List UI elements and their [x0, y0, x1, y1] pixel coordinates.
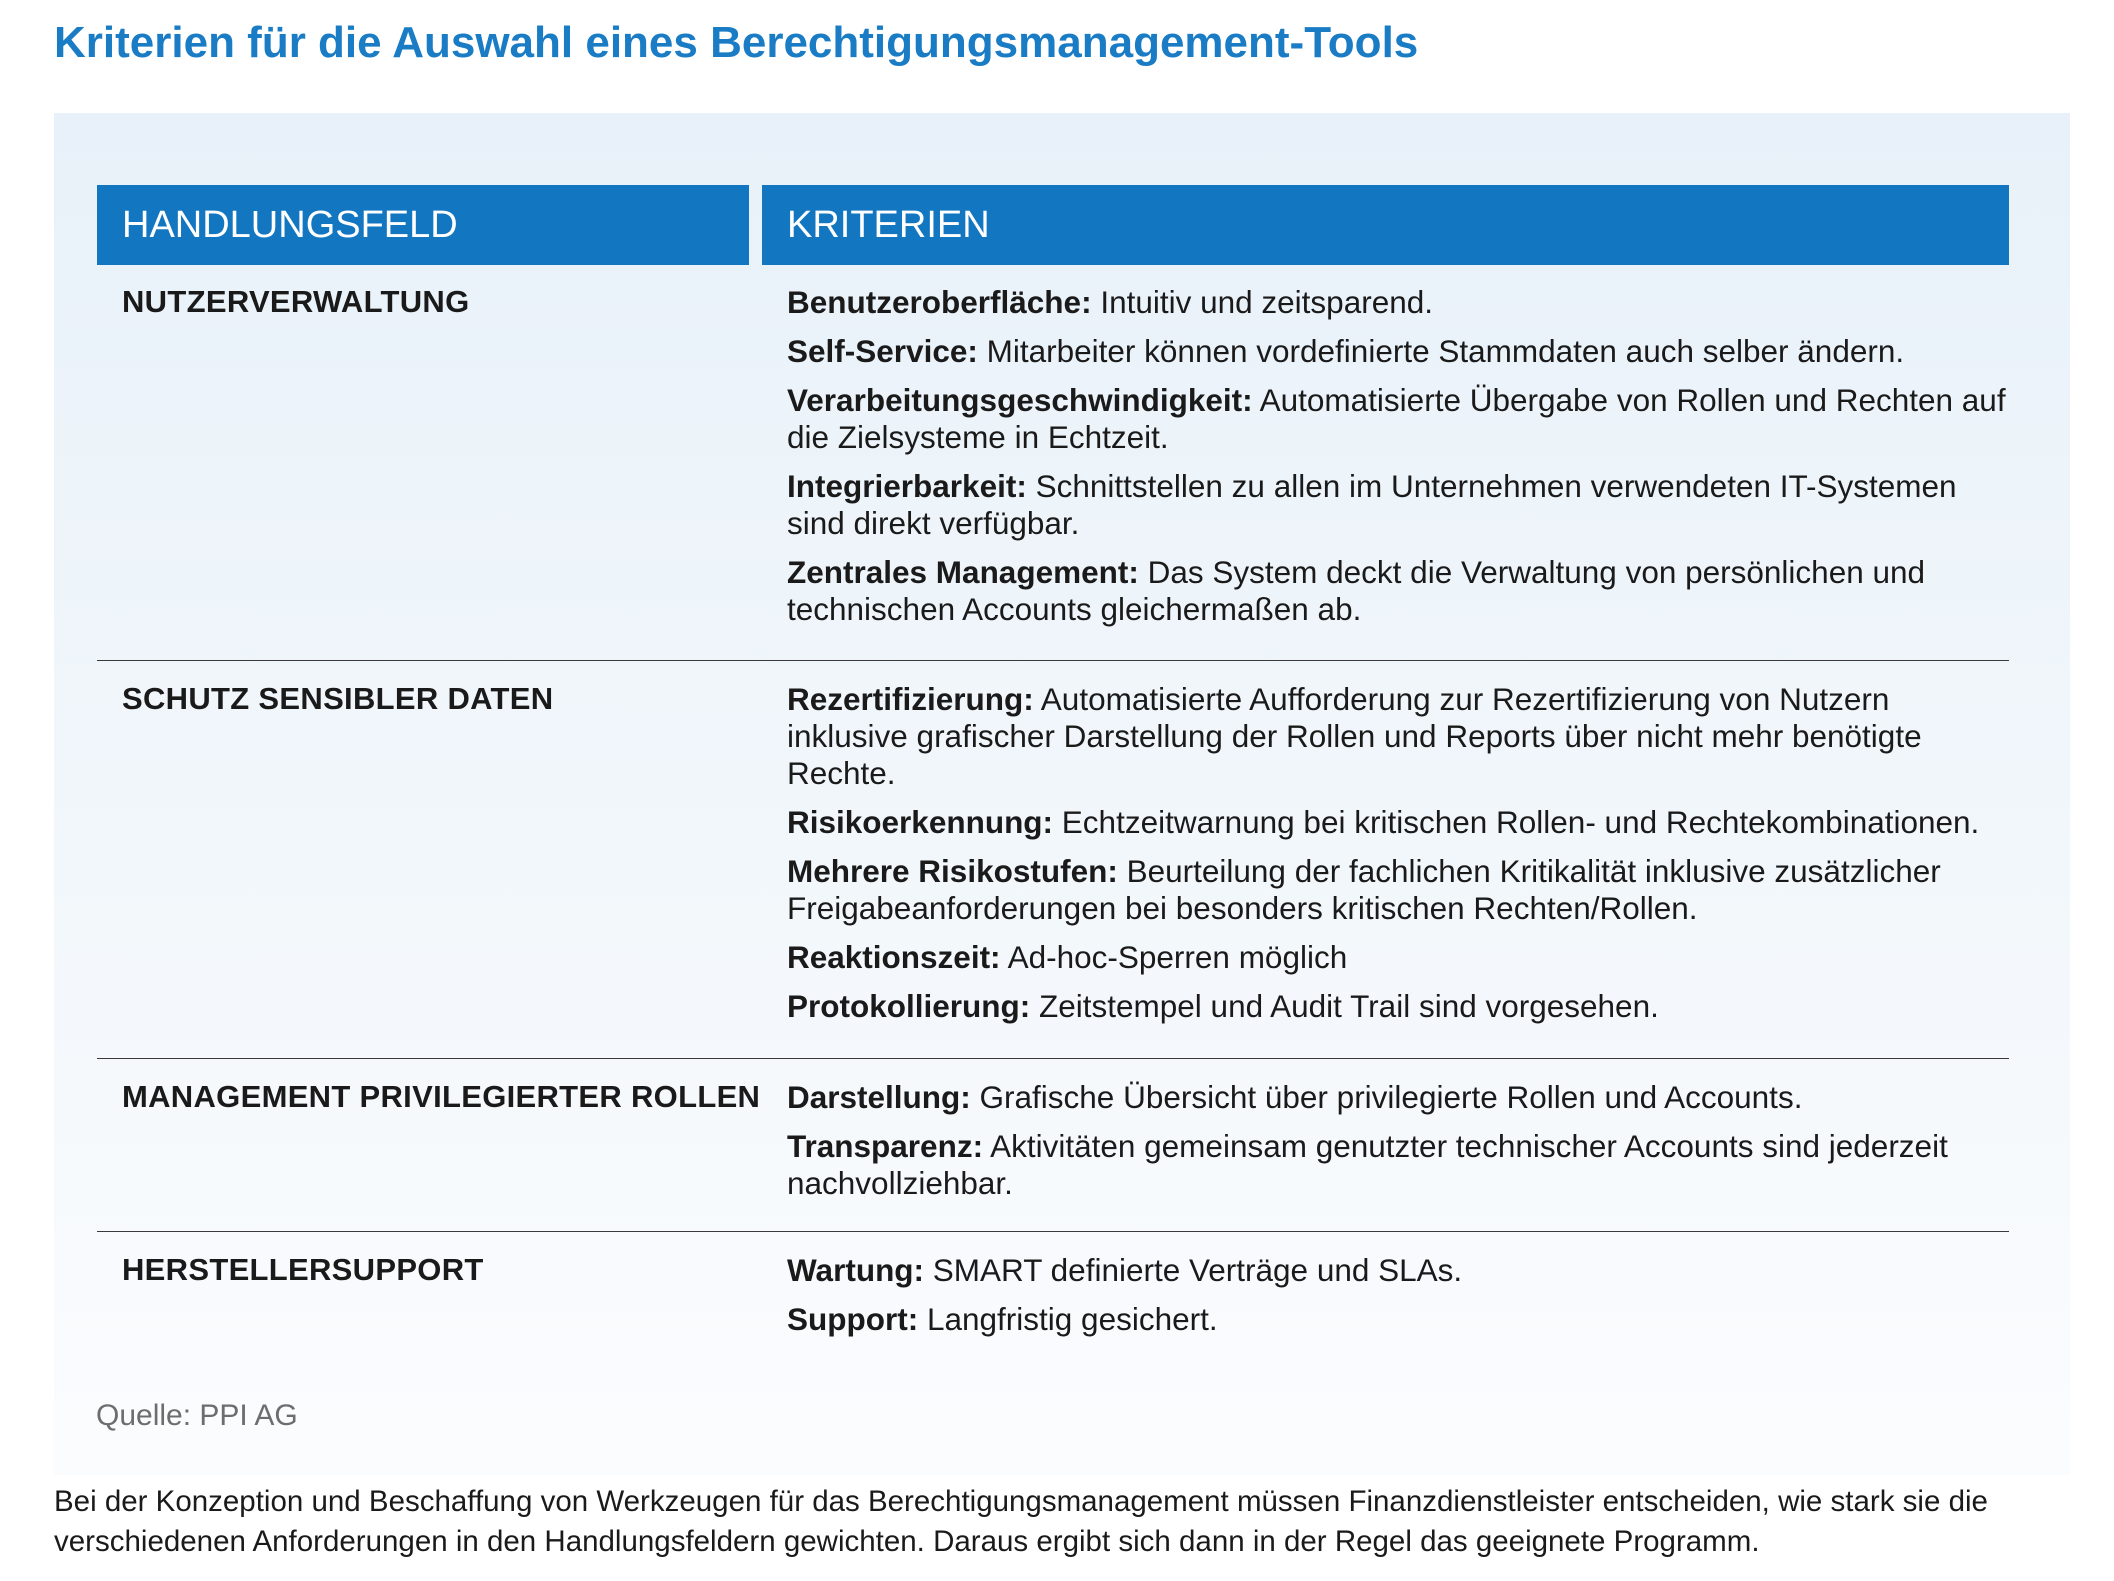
criterion-label: Benutzeroberfläche: — [787, 284, 1092, 320]
header-kriterien: KRITERIEN — [762, 185, 2009, 265]
criterion — [787, 382, 2009, 456]
criterion-label: Transparenz: — [787, 1128, 984, 1164]
row-field: SCHUTZ SENSIBLER DATEN — [122, 681, 554, 716]
criterion — [787, 554, 2009, 628]
criterion-text: Ad-hoc-Sperren möglich — [1000, 939, 1348, 975]
criterion-label: Zentrales Management: — [787, 554, 1139, 590]
row-field: HERSTELLERSUPPORT — [122, 1252, 484, 1287]
table-row — [97, 1059, 2009, 1232]
criterion — [787, 333, 2009, 370]
criterion-label: Support: — [787, 1301, 919, 1337]
criterion-text: Das System deckt die Verwaltung von persönlichen und technischen Accounts gleichermaßen ab. — [787, 554, 1926, 627]
criterion-text: Beurteilung der fachlichen Kritikalität inklusive zusätzlicher Freigabeanforderungen bei besonders kritischen Rechten/Rollen. — [787, 853, 1941, 926]
caption-text: Bei der Konzeption und Beschaffung von Werkzeugen für das Berechtigungsmanagement müssen Finanzdienstleister entscheiden, wie stark sie die verschiedenen Anforderungen in den Handlungsfeldern gewichten. Daraus ergibt sich dann in der Regel das geeignete Programm. — [54, 1485, 1988, 1558]
criterion-text: Langfristig gesichert. — [918, 1301, 1218, 1337]
criterion-text: Echtzeitwarnung bei kritischen Rollen- und Rechtekombinationen. — [1053, 804, 1980, 840]
table-row — [97, 661, 2009, 1059]
page-title: Kriterien für die Auswahl eines Berechtigungsmanagement-Tools — [54, 18, 1419, 67]
row-criteria — [787, 1079, 2009, 1202]
row-field: NUTZERVERWALTUNG — [122, 284, 470, 319]
criterion — [787, 681, 2009, 792]
criterion — [787, 939, 2009, 976]
criterion-text: Intuitiv und zeitsparend. — [1091, 284, 1434, 320]
criterion-text: Grafische Übersicht über privilegierte Rollen und Accounts. — [970, 1079, 1803, 1115]
table-row — [97, 1232, 2009, 1352]
criterion-text: Schnittstellen zu allen im Unternehmen verwendeten IT-Systemen sind direkt verfügbar. — [787, 468, 1957, 541]
criterion-label: Mehrere Risikostufen: — [787, 853, 1118, 889]
criterion-label: Self-Service: — [787, 333, 978, 369]
row-criteria — [787, 681, 2009, 1025]
criterion-text: Mitarbeiter können vordefinierte Stammdaten auch selber ändern. — [977, 333, 1905, 369]
criteria-panel — [54, 113, 2070, 1475]
criterion — [787, 1252, 2009, 1289]
criterion-label: Risikoerkennung: — [787, 804, 1054, 840]
row-field: MANAGEMENT PRIVILEGIERTER ROLLEN — [122, 1079, 761, 1114]
header-handlungsfeld: HANDLUNGSFELD — [97, 185, 749, 265]
criterion-label: Protokollierung: — [787, 988, 1031, 1024]
criterion — [787, 468, 2009, 542]
criterion-label: Wartung: — [787, 1252, 925, 1288]
criterion-label: Verarbeitungsgeschwindigkeit: — [787, 382, 1253, 418]
criterion-text: Aktivitäten gemeinsam genutzter technischer Accounts sind jederzeit nachvollziehbar. — [787, 1128, 1948, 1201]
criterion — [787, 804, 2009, 841]
table-row — [97, 265, 2009, 661]
criterion — [787, 284, 2009, 321]
criterion-label: Darstellung: — [787, 1079, 971, 1115]
criterion-text: Automatisierte Übergabe von Rollen und Rechten auf die Zielsysteme in Echtzeit. — [787, 382, 2006, 455]
criterion — [787, 1128, 2009, 1202]
criterion-label: Reaktionszeit: — [787, 939, 1001, 975]
criteria-table — [97, 185, 2009, 1352]
row-criteria — [787, 284, 2009, 628]
criterion — [787, 853, 2009, 927]
criterion — [787, 1079, 2009, 1116]
criterion-text: Zeitstempel und Audit Trail sind vorgesehen. — [1030, 988, 1659, 1024]
criterion — [787, 1301, 2009, 1338]
criterion-text: Automatisierte Aufforderung zur Rezertifizierung von Nutzern inklusive grafischer Darstellung der Rollen und Reports über nicht mehr benötigte Rechte. — [787, 681, 1922, 791]
row-criteria — [787, 1252, 2009, 1338]
table-header — [97, 185, 2009, 265]
criterion-label: Integrierbarkeit: — [787, 468, 1027, 504]
criterion-label: Rezertifizierung: — [787, 681, 1034, 717]
criterion — [787, 988, 2009, 1025]
criterion-text: SMART definierte Verträge und SLAs. — [924, 1252, 1463, 1288]
source-note: Quelle: PPI AG — [96, 1399, 298, 1432]
